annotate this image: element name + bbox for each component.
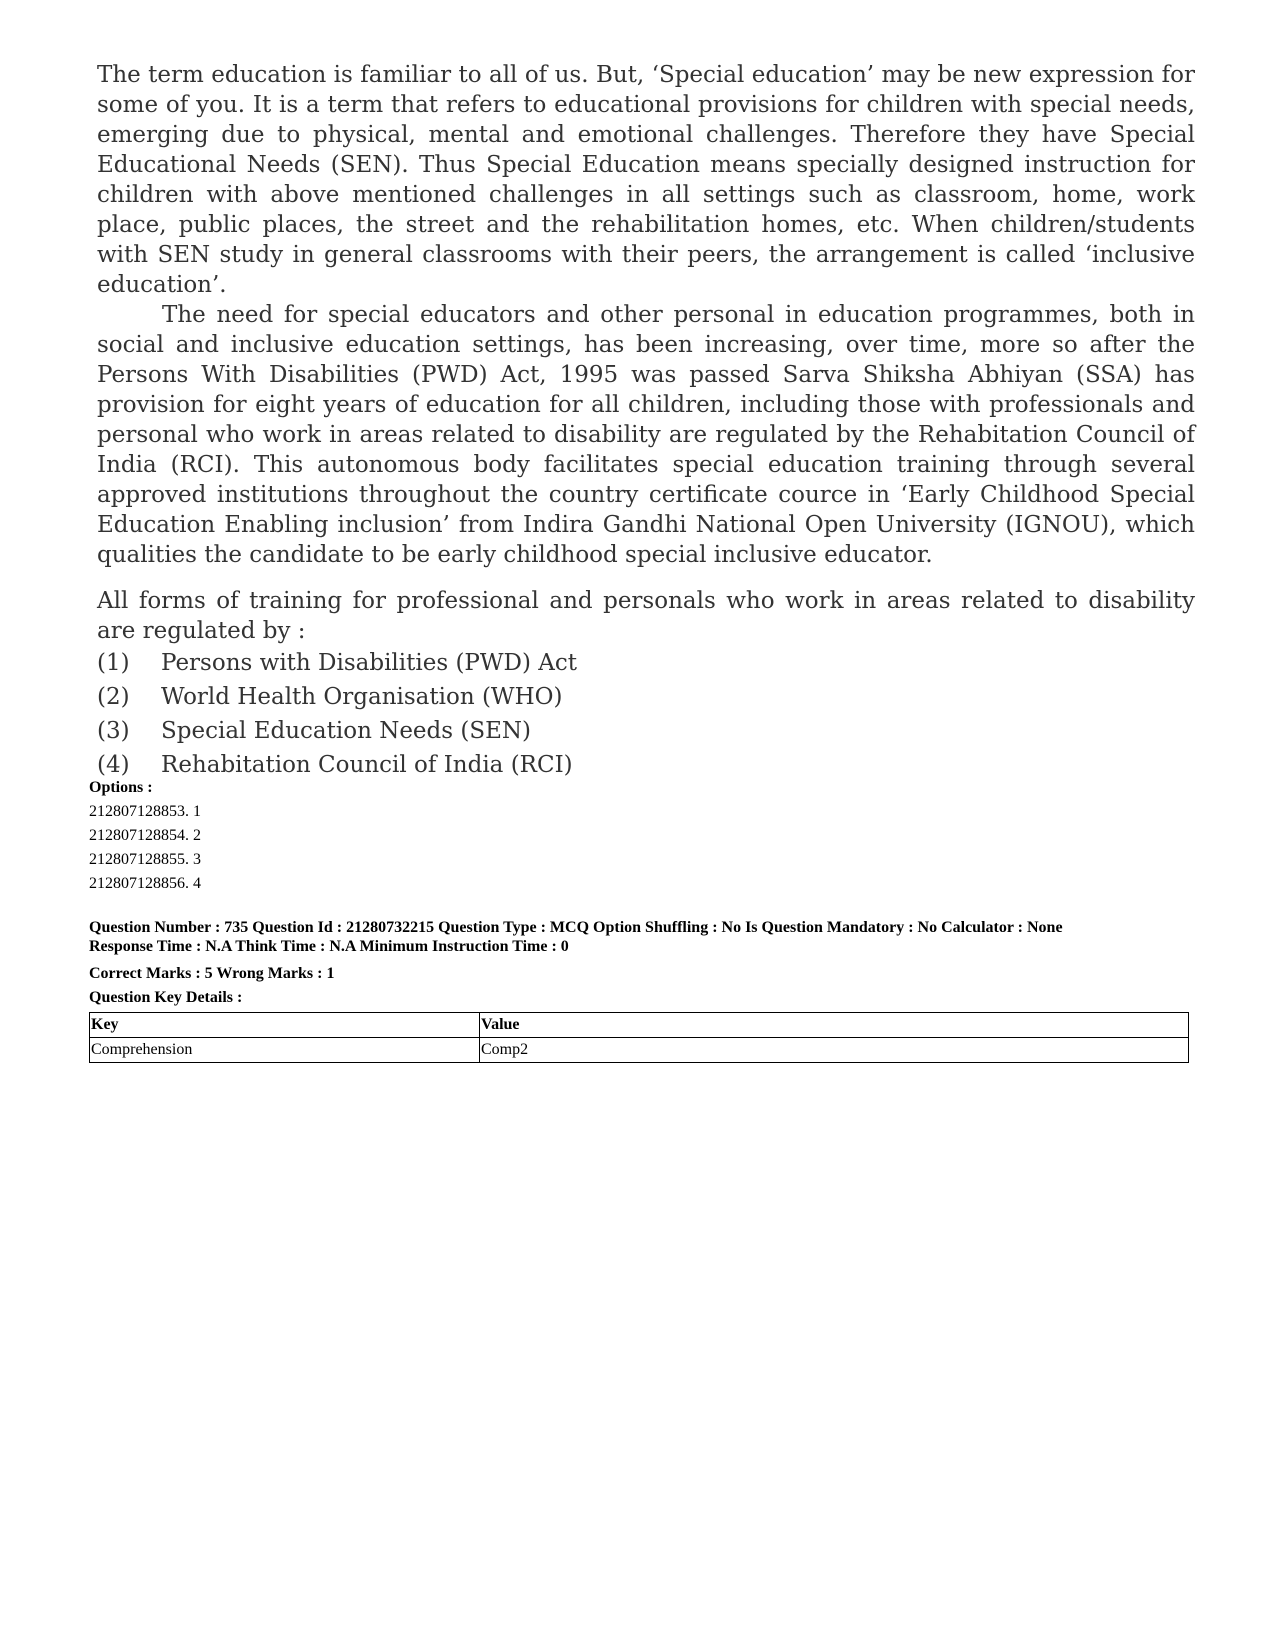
choice-text: Special Education Needs (SEN) — [161, 718, 531, 744]
table-cell-key: Comprehension — [90, 1038, 480, 1063]
table-header-key: Key — [90, 1013, 480, 1038]
choice-text: World Health Organisation (WHO) — [161, 684, 563, 710]
table-row — [90, 1038, 1189, 1063]
options-label: Options : — [89, 779, 153, 796]
passage-paragraph-2: The need for special educators and other personal in education programmes, both in social and inclusive education settings, has been increasing, over time, more so after the Persons With Disabilities (PWD) Act, 1995 was passed Sarva Shiksha Abhiyan (SSA) has provision for eight years of education for all children, including those with professionals and personal who work in areas related to disability are regulated by the Rehabitation Council of India (RCI). This autonomous body facilitates special education training through several approved institutions throughout the country certificate cource in ‘Early Childhood Special Education Enabling inclusion’ from Indira Gandhi National Open University (IGNOU), which qualities the candidate to be early childhood special inclusive educator. — [97, 302, 1195, 568]
option-item: 212807128855. 3 — [89, 851, 201, 868]
choice-number: (2) — [97, 684, 130, 710]
key-details-table — [89, 1012, 1189, 1063]
choice-text: Rehabitation Council of India (RCI) — [161, 752, 573, 778]
option-item: 212807128856. 4 — [89, 875, 201, 892]
table-header-value: Value — [480, 1013, 1189, 1038]
choice-item — [97, 646, 1195, 680]
choice-number: (4) — [97, 752, 130, 778]
key-details-label: Question Key Details : — [89, 989, 243, 1006]
passage-image — [97, 60, 1195, 782]
question-info — [89, 918, 1189, 956]
question-info-line-1: Question Number : 735 Question Id : 21280732215 Question Type : MCQ Option Shuffling : No Is Question Mandatory : No Calculator : None — [89, 919, 1063, 936]
table-header-row — [90, 1013, 1189, 1038]
option-item: 212807128853. 1 — [89, 803, 201, 820]
question-text: All forms of training for professional and personals who work in areas related to disability are regulated by : — [97, 588, 1195, 644]
option-item: 212807128854. 2 — [89, 827, 201, 844]
choice-number: (3) — [97, 718, 130, 744]
table-cell-value: Comp2 — [480, 1038, 1189, 1063]
choice-text: Persons with Disabilities (PWD) Act — [161, 650, 578, 676]
choice-number: (1) — [97, 650, 130, 676]
question-info-line-2: Response Time : N.A Think Time : N.A Minimum Instruction Time : 0 — [89, 938, 569, 955]
choice-list — [97, 646, 1195, 782]
question-meta — [89, 776, 1189, 1063]
passage-paragraph-1: The term education is familiar to all of us. But, ‘Special education’ may be new expression for some of you. It is a term that refers to educational provisions for children with special needs, emerging due to physical, mental and emotional challenges. Therefore they have Special Educational Needs (SEN). Thus Special Education means specially designed instruction for children with above mentioned challenges in all settings such as classroom, home, work place, public places, the street and the rehabilitation homes, etc. When children/students with SEN study in general classrooms with their peers, the arrangement is called ‘inclusive education’. — [97, 62, 1195, 298]
choice-item — [97, 714, 1195, 748]
choice-item — [97, 680, 1195, 714]
marks-line: Correct Marks : 5 Wrong Marks : 1 — [89, 965, 335, 982]
